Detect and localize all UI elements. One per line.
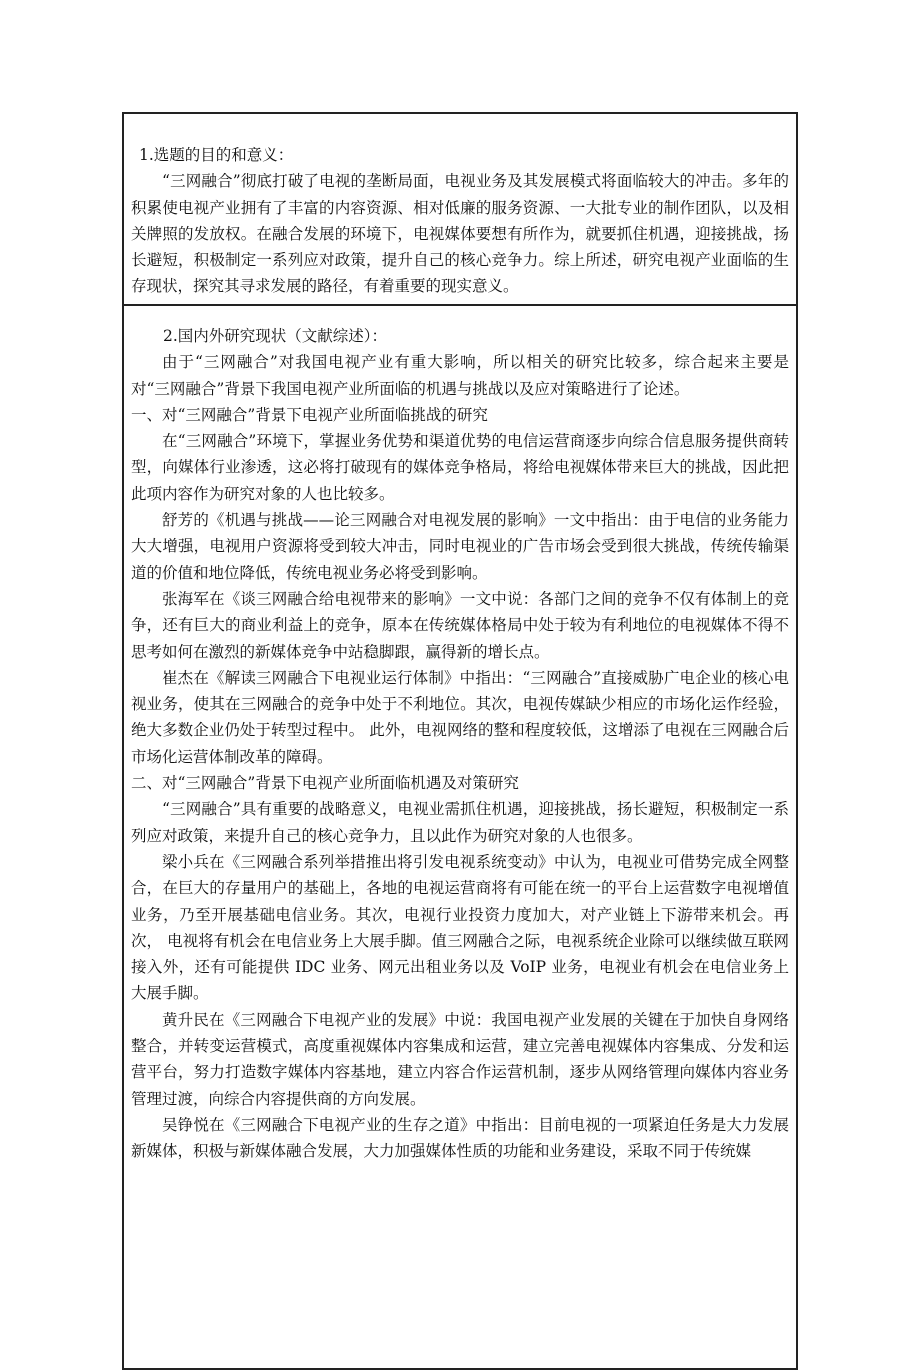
subsection1-paragraph: 张海军在《谈三网融合给电视带来的影响》一文中说：各部门之间的竞争不仅有体制上的竞争，还有巨大的商业利益上的竞争，原本在传统媒体格局中处于较为有利地位的电视媒体不得不思考如何在激烈的新媒体竞争中站稳脚跟，赢得新的增长点。 bbox=[131, 589, 789, 661]
subsection1-title: 一、对“三网融合”背景下电视产业所面临挑战的研究 bbox=[131, 405, 488, 424]
subsection2-paragraph: 梁小兵在《三网融合系列举措推出将引发电视系统变动》中认为，电视业可借势完成全网整合，在巨大的存量用户的基础上，各地的电视运营商将有可能在统一的平台上运营数字电视增值业务，乃至开展基础电信业务。其次，电视行业投资力度加大，对产业链上下游带来机会。再次， 电视将有机会在电信业务上大展手脚。值三网融合之际，电视系统企业除可以继续做互联网接入外，还有可能提供 IDC 业务、网元出租业务以及 VoIP 业务，电视业有机会在电信业务上大展手脚。 bbox=[131, 852, 789, 1003]
subsection1-paragraph: 在“三网融合”环境下，掌握业务优势和渠道优势的电信运营商逐步向综合信息服务提供商转型，向媒体行业渗透，这必将打破现有的媒体竞争格局，将给电视媒体带来巨大的挑战，因此把此项内容作为研究对象的人也比较多。 bbox=[131, 432, 789, 503]
proposal-table bbox=[122, 112, 798, 1370]
section1-paragraph: “三网融合”彻底打破了电视的垄断局面，电视业务及其发展模式将面临较大的冲击。多年的积累使电视产业拥有了丰富的内容资源、相对低廉的服务资源、一大批专业的制作团队，以及相关牌照的发放权。在融合发展的环境下，电视媒体要想有所作为，就要抓住机遇，迎接挑战，扬长避短，积极制定一系列应对政策，提升自己的核心竞争力。综上所述，研究电视产业面临的生存现状，探究其寻求发展的路径，有着重要的现实意义。 bbox=[131, 172, 789, 296]
subsection2-paragraph: 吴铮悦在《三网融合下电视产业的生存之道》中指出：目前电视的一项紧迫任务是大力发展新媒体，积极与新媒体融合发展，大力加强媒体性质的功能和业务建设，采取不同于传统媒 bbox=[131, 1115, 789, 1161]
subsection2-paragraph: 黄升民在《三网融合下电视产业的发展》中说：我国电视产业发展的关键在于加快自身网络整合，并转变运营模式，高度重视媒体内容集成和运营，建立完善电视媒体内容集成、分发和运营平台，努力打造数字媒体内容基地，建立内容合作运营机制，逐步从网络管理向媒体内容业务管理过渡，向综合内容提供商的方向发展。 bbox=[131, 1010, 789, 1108]
literature-cell bbox=[124, 306, 796, 1368]
subsection2-paragraph: “三网融合”具有重要的战略意义，电视业需抓住机遇，迎接挑战，扬长避短，积极制定一系列应对政策，来提升自己的核心竞争力，且以此作为研究对象的人也很多。 bbox=[131, 800, 789, 845]
purpose-cell bbox=[124, 114, 796, 306]
subsection1-paragraph: 舒芳的《机遇与挑战——论三网融合对电视发展的影响》一文中指出：由于电信的业务能力大大增强，电视用户资源将受到较大冲击，同时电视业的广告市场会受到很大挑战，传统传输渠道的价值和地位降低，传统电视业务必将受到影响。 bbox=[131, 511, 789, 582]
section1-title: 1.选题的目的和意义： bbox=[139, 146, 294, 164]
subsection1-paragraph: 崔杰在《解读三网融合下电视业运行体制》中指出：“三网融合”直接威胁广电企业的核心电视业务，使其在三网融合的竞争中处于不利地位。其次，电视传媒缺少相应的市场化运作经验， 绝大多数企业仍处于转型过程中。 此外，电视网络的整和程度较低，这增添了电视在三网融合后市场化运营体制改革的障碍。 bbox=[131, 668, 789, 766]
subsection2-title: 二、对“三网融合”背景下电视产业所面临机遇及对策研究 bbox=[131, 774, 519, 793]
section2-title: 2.国内外研究现状（文献综述）： bbox=[163, 327, 388, 345]
section2-intro: 由于“三网融合”对我国电视产业有重大影响，所以相关的研究比较多，综合起来主要是对“三网融合”背景下我国电视产业所面临的机遇与挑战以及应对策略进行了论述。 bbox=[131, 353, 789, 398]
